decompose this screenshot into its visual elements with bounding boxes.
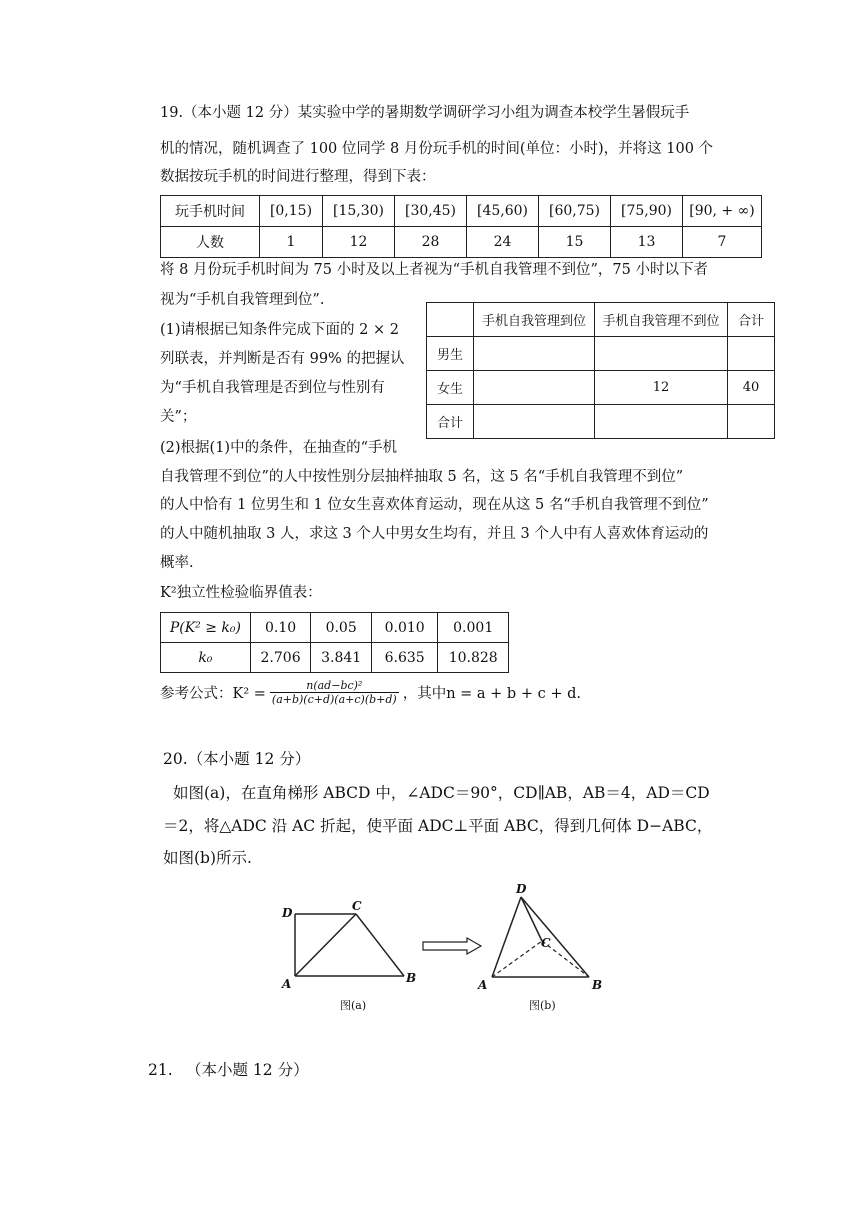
freq-count-cell: 15 <box>539 227 611 258</box>
formula-denominator: (a+b)(c+d)(a+c)(b+d) <box>271 692 397 706</box>
contingency-cell <box>728 405 775 439</box>
contingency-cell <box>474 337 595 371</box>
k2-header-cell: 0.001 <box>438 613 509 643</box>
formula-fraction <box>270 679 399 706</box>
contingency-header-cell <box>427 303 474 337</box>
fig-a-label-c: C <box>352 899 362 913</box>
q20-heading: 20.（本小题 12 分） <box>163 750 311 768</box>
fig-b-label-d: D <box>516 882 527 896</box>
formula-prefix: 参考公式：K² = <box>160 685 266 702</box>
formula-numerator: n(ad−bc)² <box>306 678 363 692</box>
freq-header-cell: [0,15) <box>260 196 323 227</box>
freq-header-cell: [30,45) <box>395 196 467 227</box>
freq-header-cell: 玩手机时间 <box>161 196 260 227</box>
k2-table-title: K²独立性检验临界值表： <box>160 585 322 601</box>
contingency-cell <box>595 405 728 439</box>
contingency-header-cell: 合计 <box>728 303 775 337</box>
formula-suffix: ，其中n = a + b + c + d. <box>402 685 581 702</box>
q20-line-1: 如图(a)，在直角梯形 ABCD 中，∠ADC＝90°，CD∥AB，AB＝4，AD＝CD <box>173 784 710 802</box>
k2-value-cell: k₀ <box>161 643 251 673</box>
q21-points: （本小题 12 分） <box>186 1061 309 1079</box>
reference-formula <box>160 674 581 710</box>
q21-number: 21. <box>148 1061 173 1079</box>
q20-line-3: 如图(b)所示. <box>163 849 252 867</box>
k2-value-cell: 6.635 <box>371 643 437 673</box>
part2-line-2: 自我管理不到位”的人中按性别分层抽样抽取 5 名，这 5 名“手机自我管理不到位” <box>160 469 684 485</box>
freq-count-cell: 1 <box>260 227 323 258</box>
k2-header-cell: 0.05 <box>311 613 372 643</box>
k2-header-cell: 0.10 <box>250 613 311 643</box>
fig-b-label-b: B <box>592 978 603 992</box>
contingency-cell <box>474 371 595 405</box>
freq-count-cell: 28 <box>395 227 467 258</box>
definition-line-1: 将 8 月份玩手机时间为 75 小时及以上者视为“手机自我管理不到位”，75 小时以下者 <box>160 262 708 278</box>
k2-header-cell: P(K² ≥ k₀) <box>161 613 251 643</box>
figure-b <box>472 880 612 1016</box>
freq-header-cell: [45,60) <box>467 196 539 227</box>
freq-header-cell: [60,75) <box>539 196 611 227</box>
part2-line-5: 概率. <box>160 555 194 571</box>
contingency-cell: 12 <box>595 371 728 405</box>
part2-line-1: (2)根据(1)中的条件，在抽查的“手机 <box>160 440 397 456</box>
part2-line-4: 的人中随机抽取 3 人，求这 3 个人中男女生均有，并且 3 个人中有人喜欢体育运动的 <box>160 526 709 542</box>
fig-a-label-d: D <box>282 906 293 920</box>
freq-count-cell: 人数 <box>161 227 260 258</box>
q19-line-1: 19.（本小题 12 分）某实验中学的暑期数学调研学习小组为调查本校学生暑假玩手 <box>160 105 690 121</box>
q20-line-2: ＝2，将△ADC 沿 AC 折起，使平面 ADC⊥平面 ABC，得到几何体 D−ABC， <box>163 817 713 835</box>
contingency-header-cell: 手机自我管理不到位 <box>595 303 728 337</box>
contingency-row-label: 合计 <box>427 405 474 439</box>
part1-line-3: 为“手机自我管理是否到位与性别有 <box>160 380 385 396</box>
fig-a-label-a: A <box>282 977 292 991</box>
k2-critical-table <box>160 612 509 673</box>
freq-count-cell: 13 <box>611 227 683 258</box>
k2-value-cell: 2.706 <box>250 643 311 673</box>
frequency-table <box>160 195 762 258</box>
contingency-cell <box>728 337 775 371</box>
k2-value-cell: 10.828 <box>438 643 509 673</box>
fig-b-label-a: A <box>478 978 488 992</box>
contingency-cell: 40 <box>728 371 775 405</box>
part2-line-3: 的人中恰有 1 位男生和 1 位女生喜欢体育运动，现在从这 5 名“手机自我管理不到位” <box>160 497 709 513</box>
freq-count-cell: 12 <box>323 227 395 258</box>
fig-a-caption: 图(a) <box>340 999 367 1012</box>
k2-header-cell: 0.010 <box>371 613 437 643</box>
freq-header-cell: [90, + ∞) <box>683 196 762 227</box>
definition-line-2: 视为“手机自我管理到位”. <box>160 292 325 308</box>
part1-line-2: 列联表，并判断是否有 99% 的把握认 <box>160 351 405 367</box>
k2-value-cell: 3.841 <box>311 643 372 673</box>
freq-header-cell: [15,30) <box>323 196 395 227</box>
contingency-cell <box>474 405 595 439</box>
figure-a <box>278 898 418 1016</box>
contingency-row-label: 男生 <box>427 337 474 371</box>
freq-header-cell: [75,90) <box>611 196 683 227</box>
fig-a-label-b: B <box>406 971 417 985</box>
contingency-cell <box>595 337 728 371</box>
contingency-header-cell: 手机自我管理到位 <box>474 303 595 337</box>
q19-line-2: 机的情况，随机调查了 100 位同学 8 月份玩手机的时间(单位：小时)，并将这 100 个 <box>160 141 714 157</box>
part1-line-1: (1)请根据已知条件完成下面的 2 × 2 <box>160 322 399 338</box>
freq-count-cell: 7 <box>683 227 762 258</box>
contingency-table <box>426 302 775 439</box>
contingency-row-label: 女生 <box>427 371 474 405</box>
q19-line-3: 数据按玩手机的时间进行整理，得到下表： <box>160 169 436 185</box>
fig-b-caption: 图(b) <box>529 999 556 1012</box>
fig-b-label-c: C <box>541 936 551 950</box>
part1-line-4: 关”； <box>160 409 197 425</box>
freq-count-cell: 24 <box>467 227 539 258</box>
